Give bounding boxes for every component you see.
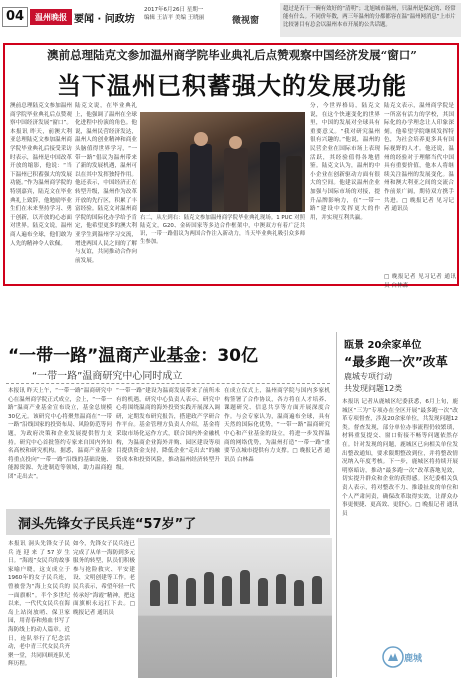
militia-column-1: 本报讯 洞头先锋女子民兵连迎来了57岁生日。“海霞”女民兵的故事家喻户晓，这支成立于1960年的女子民兵连，曾被誉为“海上女民兵的一面旗帜”。半个多世纪以来，一代代女民兵在海岛上站岗放哨、保卫家园，用青春和热血书写了海防线上的动人篇章。近日，连队举行了纪念活动，老中青三代女民兵齐聚一堂，共同回顾连队光辉历程。 [8,541,70,668]
graduation-photo [140,112,305,212]
logo-text: 鹿城 [404,654,423,664]
date-line: 2017年6月26日 星期一 [144,7,204,13]
divider [6,383,330,384]
reform-subtitle-2: 共发现问题12类 [344,384,403,393]
lead-column-1: 澳前总理陆克文参加温州商学院毕业典礼后点赞观察中国经济发展“窗口”。本报讯 昨天，前澳大利亚总理陆克文参加温州商学院毕业典礼后接受采访时表示，温州是中国改革开放的缩影，他说：“当下温州已积蓄强大的发展功能。”作为温州商学院的特别嘉宾，陆克文在毕业典礼上致辞，他勉励毕业生们在未来坚持学习、勇于创新，以开放的心态面对世界。陆克文说，温州商人遍布全球，他们敢为人先的精神令人钦佩。 [10,103,72,247]
reform-title: “最多跑一次”改革 [344,354,448,369]
militia-photo [138,538,332,678]
editor-line: 编辑 王洁平 美编 王晓丽 [144,15,205,21]
lead-subtitle: 澳前总理陆克文参加温州商学院毕业典礼后点赞观察中国经济发展“窗口” [47,48,417,62]
page-header [0,0,463,40]
reform-subtitle-1: 鹿城专项行动 [344,372,392,381]
militia-column-2: 如今，先锋女子民兵连已完成了从单一海防到多元服务的转型，队员们积极参与抢险救灾、平安建设、文明创建等工作。老民兵表示，希望年轻一代传承好“海霞”精神，把这面旗帜永远扛下去。□ 晚报记者 通讯员 [73,541,135,616]
militia-article-title: 洞头先锋女子民兵连“57岁”了 [18,517,197,532]
lead-title: 当下温州已积蓄强大的发展功能 [57,72,407,100]
lead-column-4: 分，今世界格局，陆克文说，在这个快速变化的世界里，中国的发展对全球具有重要意义。“我对研究温州很有兴趣的。”他说，温州的民营企业在国际市场上表现活跃，其经验值得各地借鉴。陆克文认为，温州的中小企业在创新驱动方面有很大的空间。他建议温州企业加强与国际市场的对接，提升品牌影响力，在“一带一路”建设中发挥更大的作用，并实现互利共赢。 [310,103,380,221]
fund-article-subtitle: “一带一路”温商研究中心同时成立 [32,371,183,382]
fund-column-2: “一带一路”建设为温商发展带来了前所未有的机遇，研究中心负责人表示，研究中心将围绕温商的海外投资实践开展深入调研，定期发布研究报告，搭建政产学研合作平台。基金管理方负责人介绍，基金将采取市场化运作方式，联合国内外金融机构，为温商企业海外并购、园区建设等项目提供资金支持，降低企业“走出去”的融资成本和投资风险，推动温州经济转型升级。 [116,388,220,472]
reform-body: 本报讯 记者从鹿城区纪委获悉，6月上旬，鹿城区“三为”专项办在全区开展“最多跑一次”改革专项督查，涉及20余家单位，共发现问题12类。督查发现，部分单位办事流程仍较繁琐，材料重复提交、窗口衔接不畅等问题依然存在。针对发现的问题，鹿城区已向相关单位发出整改通知，要求限期整改到位，并将整改情况纳入年度考核。下一步，鹿城区将持续开展明察暗访，推动“最多跑一次”改革落地见效，切实提升群众和企业的获得感。区纪委相关负责人表示，将对整改不力、推诿扯皮的单位和个人严肃问责，确保改革取得实效，让群众办事更便捷、更高效、更舒心。□ 晚报记者 通讯员 [342,399,458,517]
column-divider [336,332,337,677]
fund-article-title: “一带一路”温商产业基金：30亿 [8,346,259,366]
photo-caption: 右二，从左到右：陆克文参加温州商学院毕业典礼现场。1 PUC 对照陆克文，G20、金砖国家等多边合作框架中，中澳双方有着广泛共识，一带一路倡议为两国合作注入新动力，当天毕业典礼吸引众多师生参加。 [140,215,305,245]
date-block [144,6,244,22]
lead-column-5: 陆克文表示，温州商学院是一所富有活力的学校，其国际化的办学理念让人印象深刻。他希望学院继续发挥特色，为社会培养更多具有国际视野的人才。他还说，温州的经验对于理解当代中国具有重要价值，他本人将继续关注温州的发展变化。温州和澳大利亚之间的交流合作前景广阔，期待双方携手共进。□ 晚报记者 见习记者 通讯员 [384,103,454,213]
page-number: 04 [2,7,28,27]
page-name: 要闻 · 问政坊 [74,14,135,25]
lead-byline: □ 晚报记者 见习记者 通讯员 白林森 [384,274,456,289]
edition-name: 微视窗 [232,16,260,26]
header-note: 超过是否干一碗有效好的“清明”；北旭城市温州，只温州是保定的、经常能有什么。不同价年数，两三年温州的分都都容在温“温州网消息”上市片比较暑目有总会以温州本市开展的公共话题。 [280,3,461,37]
fund-column-1: 本报讯 昨天上午，“一带一路”温商研究中心在温州商学院正式成立，会上，“一带一路”温商产业基金宣布设立，基金总规模30亿元。该研究中心将聚焦温商在“一带一路”沿线国家的投资布局、风险防范等问题，为政府决策和企业发展提供智力支持。研究中心首批签约专家来自国内外知名高校和研究机构。据悉，温商产业基金将重点投向“一带一路”沿线的基础设施、能源资源、先进制造等领域，助力温商抱团“走出去”。 [8,388,112,480]
fund-column-3: 在成立仪式上，温州商学院与国内多家机构签署了合作协议，各方将在人才培养、课题研究、信息共享等方面开展深度合作。与会专家认为，温商遍布全球，具有天然的国际化优势，“一带一路”温商研究中心和产业基金的设立，将进一步发挥温商的网络优势，为温州打造“一带一路”重要节点城市提供有力支撑。□ 晚报记者 通讯员 白林森 [224,388,330,463]
masthead-logo: 温州晚报 [30,9,72,25]
deer-logo-icon [382,646,404,668]
lead-column-2: 陆克文说，在毕业典礼上，他强调了温州在全球化进程中扮演的角色。他说，温州民营经济发达，温州人的创业精神和商业头脑值得世界学习，“一带一路”倡议为温州带来了新的发展机遇，温州可以在其中发挥独特作用。他还表示，中国经济正在转型升级，温州作为改革开放的先行区，积累了丰富经验。陆克文对温州商学院的国际化办学给予肯定，他希望更多的澳大利亚学生到温州学习交流，增进两国人民之间的了解与友谊，共同推动合作向前发展。 [75,103,137,264]
reform-pretitle: 瓯景 20余家单位 [344,340,422,351]
